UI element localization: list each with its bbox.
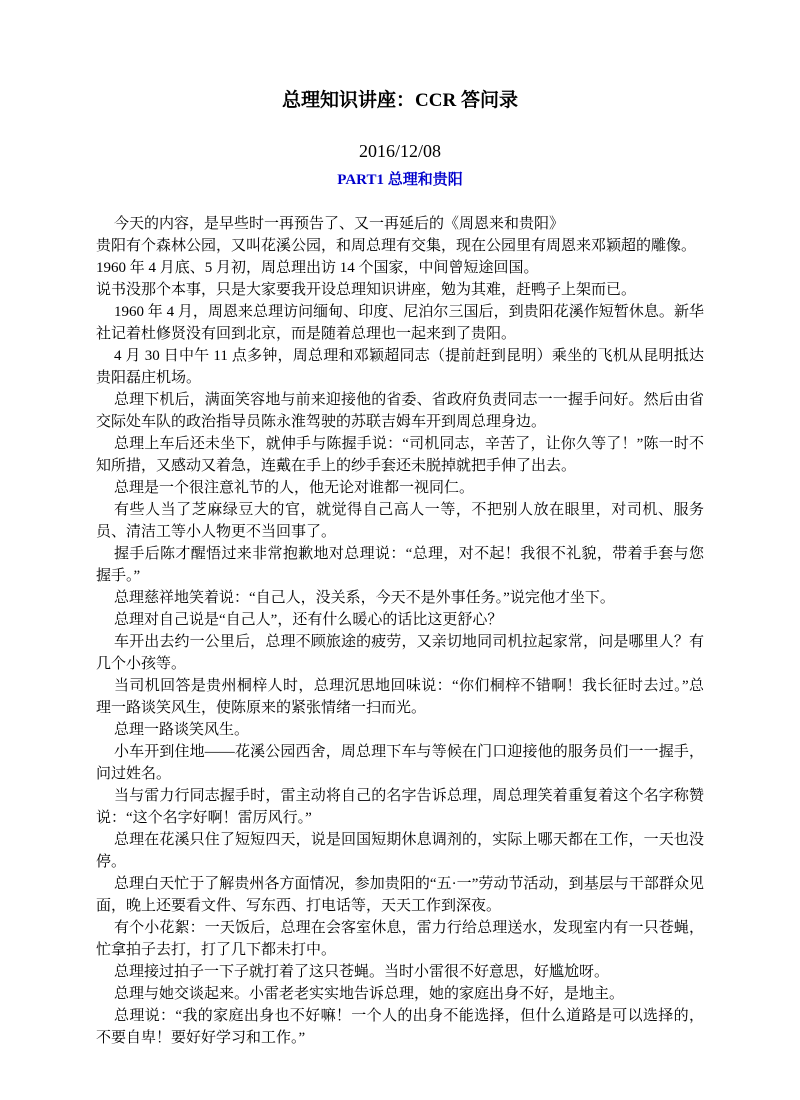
- paragraph: 有些人当了芝麻绿豆大的官，就觉得自己高人一等，不把别人放在眼里，对司机、服务员、清洁工等小人物更不当回事了。: [96, 502, 704, 540]
- paragraph: 总理是一个很注意礼节的人，他无论对谁都一视同仁。: [114, 480, 475, 496]
- paragraph: 当司机回答是贵州桐梓人时，总理沉思地回味说：“你们桐梓不错啊！我长征时去过。”总理一路谈笑风生，使陈原来的紧张情绪一扫而光。: [96, 678, 704, 716]
- paragraph: 小车开到住地——花溪公园西舍，周总理下车与等候在门口迎接他的服务员们一一握手，问过姓名。: [96, 744, 704, 782]
- document-body: [96, 213, 704, 1049]
- paragraph: 总理说：“我的家庭出身也不好嘛！一个人的出身不能选择，但什么道路是可以选择的，不要自卑！要好好学习和工作。”: [96, 1008, 704, 1046]
- paragraph: 车开出去约一公里后，总理不顾旅途的疲劳，又亲切地同司机拉起家常，问是哪里人？有几个小孩等。: [96, 634, 704, 672]
- paragraph: 总理上车后还未坐下，就伸手与陈握手说：“司机同志，辛苦了，让你久等了！”陈一时不知所措，又感动又着急，连戴在手上的纱手套还未脱掉就把手伸了出去。: [96, 436, 704, 474]
- paragraph: 当与雷力行同志握手时，雷主动将自己的名字告诉总理，周总理笑着重复着这个名字称赞说：“这个名字好啊！雷厉风行。”: [96, 788, 704, 826]
- paragraph: 总理一路谈笑风生。: [114, 722, 250, 738]
- paragraph: 握手后陈才醒悟过来非常抱歉地对总理说：“总理，对不起！我很不礼貌，带着手套与您握手。”: [96, 546, 704, 584]
- paragraph: 4 月 30 日中午 11 点多钟，周总理和邓颖超同志（提前赶到昆明）乘坐的飞机从昆明抵达贵阳磊庄机场。: [96, 348, 704, 386]
- paragraph: 总理对自己说是“自己人”，还有什么暖心的话比这更舒心？: [114, 612, 503, 628]
- document-date: 2016/12/08: [358, 141, 441, 161]
- paragraph: 说书没那个本事，只是大家要我开设总理知识讲座，勉为其难，赶鸭子上架而已。: [96, 282, 637, 298]
- paragraph: 1960 年 4 月，周恩来总理访问缅甸、印度、尼泊尔三国后，到贵阳花溪作短暂休息。新华社记着杜修贤没有回到北京，而是随着总理也一起来到了贵阳。: [96, 304, 704, 342]
- page-title: 总理知识讲座：CCR 答问录: [282, 90, 518, 111]
- paragraph: 总理慈祥地笑着说：“自己人，没关系，今天不是外事任务。”说完他才坐下。: [114, 590, 615, 606]
- paragraph: 总理在花溪只住了短短四天，说是回国短期休息调剂的，实际上哪天都在工作，一天也没停。: [96, 832, 704, 870]
- paragraph: 总理与她交谈起来。小雷老老实实地告诉总理，她的家庭出身不好，是地主。: [114, 986, 625, 1002]
- paragraph: 今天的内容，是早些时一再预告了、又一再延后的《周恩来和贵阳》: [114, 216, 565, 232]
- paragraph: 有个小花絮：一天饭后，总理在会客室休息，雷力行给总理送水，发现室内有一只苍蝇，忙拿拍子去打，打了几下都未打中。: [96, 920, 704, 958]
- section-heading: PART1 总理和贵阳: [337, 172, 463, 188]
- paragraph: 总理接过拍子一下子就打着了这只苍蝇。当时小雷很不好意思，好尴尬呀。: [114, 964, 610, 980]
- paragraph: 贵阳有个森林公园，又叫花溪公园，和周总理有交集，现在公园里有周恩来邓颖超的雕像。: [96, 238, 697, 254]
- paragraph: 总理白天忙于了解贵州各方面情况，参加贵阳的“五·一”劳动节活动，到基层与干部群众见面，晚上还要看文件、写东西、打电话等，天天工作到深夜。: [96, 876, 704, 914]
- paragraph: 1960 年 4 月底、5 月初，周总理出访 14 个国家，中间曾短途回国。: [96, 260, 539, 276]
- paragraph: 总理下机后，满面笑容地与前来迎接他的省委、省政府负责同志一一握手问好。然后由省交际处车队的政治指导员陈永淮驾驶的苏联吉姆车开到周总理身边。: [96, 392, 704, 430]
